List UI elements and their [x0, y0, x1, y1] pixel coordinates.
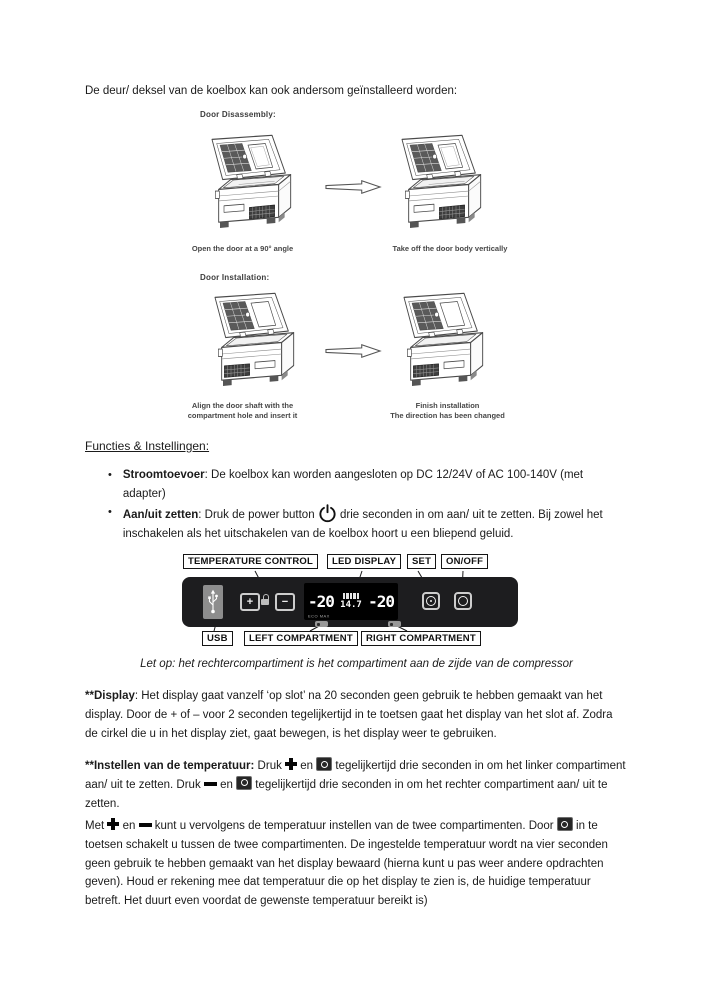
- usb-port: [203, 585, 223, 619]
- display-middle: [340, 593, 362, 610]
- cooler-open-door-illustration: [200, 132, 300, 237]
- minus-button: −: [275, 593, 295, 611]
- label-usb: USB: [202, 631, 233, 646]
- cooler-align-shaft-illustration: [203, 290, 303, 395]
- set-button-icon: [316, 757, 332, 771]
- control-panel-figure: [175, 552, 527, 652]
- on-off-button: [454, 592, 472, 610]
- paragraph-text: tegelijkertijd drie seconden in om het rechter compartiment aan/ uit te zetten.: [85, 778, 608, 810]
- bullet-body: drie seconden in om aan/ uit te zetten. Bij zowel het inschakelen als het uitschakelen van de koelbox hoort u een bliepend geluid.: [122, 509, 603, 540]
- caption-line: Align the door shaft with the: [191, 401, 294, 410]
- caption-align-shaft: [155, 401, 330, 420]
- set-button: [422, 592, 440, 610]
- paragraph-text: Met: [85, 820, 108, 832]
- set-temperature-paragraph: [85, 757, 628, 813]
- led-display: [304, 583, 398, 620]
- paragraph-text: kunt u vervolgens de temperatuur instellen van de twee compartimenten. Door: [151, 820, 557, 832]
- usb-icon: [207, 589, 219, 615]
- bullet-text: [123, 466, 605, 503]
- lock-icon: [261, 594, 269, 605]
- right-compartment-indicator-icon: [388, 621, 401, 627]
- arrow-right-icon: [325, 342, 383, 360]
- disassembly-title: Door Disassembly:: [200, 110, 276, 119]
- paragraph-lead: **Display: [85, 690, 135, 702]
- label-right-compartment: RIGHT COMPARTMENT: [361, 631, 481, 646]
- right-temperature-readout: -20: [368, 591, 394, 611]
- on-off-button-icon: [458, 596, 468, 606]
- paragraph-text: : Het display gaat vanzelf ‘op slot’ na 20 seconden geen gebruik te hebben gemaakt van het display. Door de + of – voor 2 seconden tegelijkertijd in te toetsen gaat het display van het slot af. Zodra de cirkel die u in het display ziet, gaat bewegen, is het display weer te gebruiken.: [85, 690, 613, 740]
- intro-text: De deur/ deksel van de koelbox kan ook andersom geïnstalleerd worden:: [85, 85, 458, 97]
- bullet-power-on-off: [108, 503, 605, 543]
- compressor-note: Let op: het rechtercompartiment is het compartiment aan de zijde van de compressor: [140, 658, 573, 670]
- minus-icon: [204, 782, 217, 786]
- label-set: SET: [407, 554, 436, 569]
- bullet-text: [123, 503, 605, 543]
- bullet-power-supply: [108, 466, 605, 503]
- bullet-body: : De koelbox kan worden aangesloten op DC 12/24V of AC 100-140V (met adapter): [122, 469, 584, 500]
- caption-finish-installation: [360, 401, 535, 420]
- label-temperature-control: TEMPERATURE CONTROL: [183, 554, 318, 569]
- minus-icon: [139, 823, 152, 827]
- battery-icon: [343, 593, 360, 599]
- power-icon: [318, 503, 337, 523]
- adjust-temperature-paragraph: [85, 817, 628, 911]
- display-paragraph: [85, 687, 628, 743]
- paragraph-text: en: [297, 760, 317, 772]
- label-left-compartment: LEFT COMPARTMENT: [244, 631, 358, 646]
- set-button-icon: [236, 776, 252, 790]
- bullet-body: : Druk de power button: [198, 509, 318, 521]
- bullet-term: Aan/uit zetten: [122, 509, 199, 521]
- caption-line: compartment hole and insert it: [187, 410, 298, 420]
- paragraph-text: in te toetsen schakelt u tussen de twee compartimenten. De ingestelde temperatuur wordt na vier seconden geen gebruik te hebben gemaakt van het display bewaard (hierna kunt u pas weer andere opdrachten geven). Houd er rekening mee dat temperatuur die op het display te zien is, de huidige temperatuur betreft. Het duurt even voordat de gewenste temperatuur bereikt is): [85, 820, 608, 908]
- set-button-icon: [557, 817, 573, 831]
- caption-line: Finish installation: [415, 401, 480, 410]
- left-temperature-readout: -20: [308, 591, 334, 611]
- plus-icon: [285, 758, 297, 770]
- caption-take-off-door: Take off the door body vertically: [392, 244, 508, 253]
- cooler-finished-illustration: [392, 290, 492, 395]
- set-button-icon: [426, 596, 436, 606]
- bullet-term: Stroomtoevoer: [122, 469, 205, 481]
- plus-button: +: [240, 593, 260, 611]
- paragraph-lead: **Instellen van de temperatuur:: [85, 760, 255, 772]
- battery-voltage-readout: 14.7: [340, 600, 362, 610]
- cooler-door-removed-illustration: [390, 132, 490, 237]
- bullet-marker: •: [108, 506, 112, 518]
- mode-indicator-text: ECO MAX: [308, 614, 330, 619]
- arrow-right-icon: [325, 178, 383, 196]
- paragraph-text: en: [216, 778, 237, 791]
- plus-icon: [107, 818, 119, 830]
- installation-title: Door Installation:: [200, 273, 270, 282]
- label-led-display: LED DISPLAY: [327, 554, 401, 569]
- label-on-off: ON/OFF: [441, 554, 488, 569]
- left-compartment-indicator-icon: [315, 621, 328, 627]
- paragraph-text: Druk: [254, 760, 286, 772]
- paragraph-text: en: [119, 820, 139, 832]
- section-heading: Functies & Instellingen:: [85, 439, 210, 453]
- paragraph-text: tegelijkertijd drie seconden in om het linker compartiment aan/ uit te zetten. Druk: [85, 760, 626, 791]
- bullet-marker: •: [108, 469, 112, 481]
- control-panel: [182, 577, 518, 627]
- caption-line: The direction has been changed: [390, 410, 505, 420]
- caption-open-door: Open the door at a 90° angle: [191, 244, 294, 253]
